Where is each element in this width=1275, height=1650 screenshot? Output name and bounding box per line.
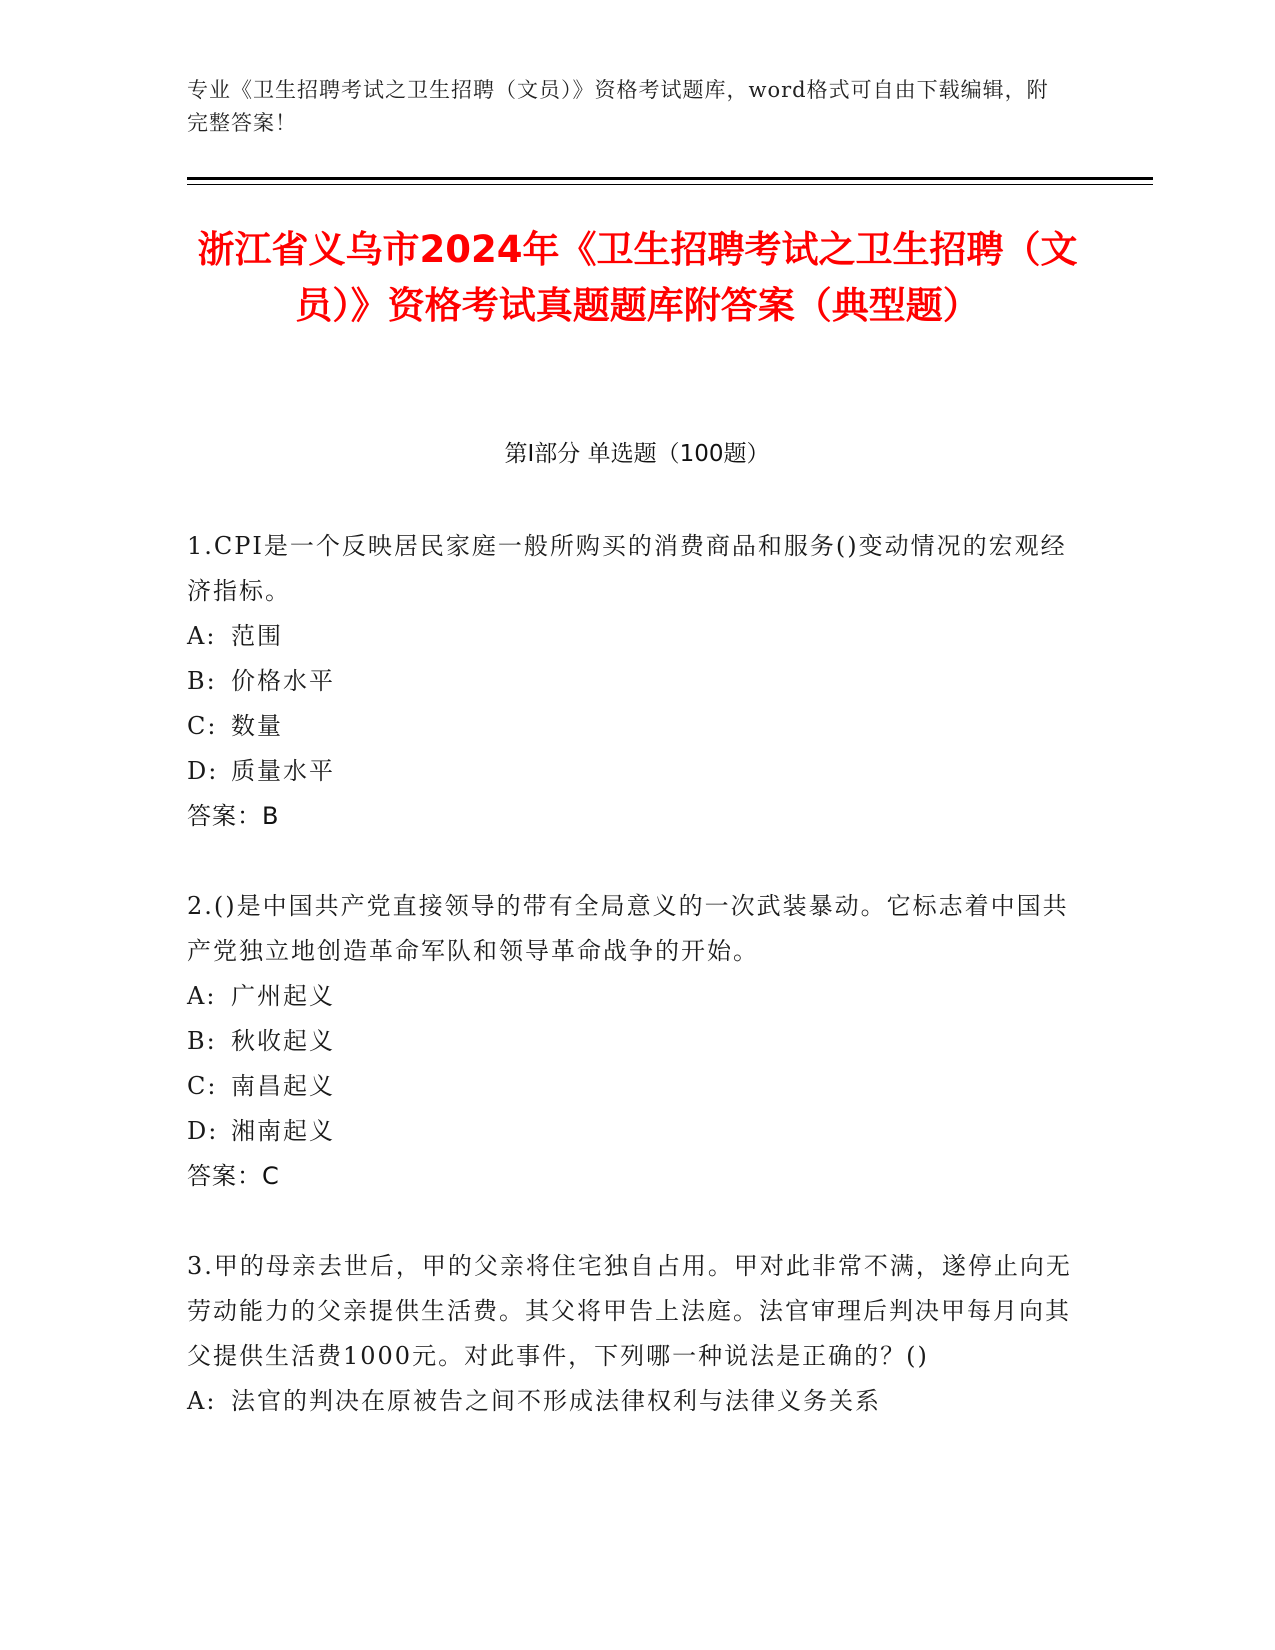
option-text: 南昌起义 bbox=[231, 1072, 335, 1100]
answer-line: 答案：B bbox=[187, 802, 280, 830]
option-key: A: bbox=[187, 622, 217, 650]
option-key: A: bbox=[187, 1387, 217, 1415]
option-key: D: bbox=[187, 1117, 219, 1145]
section-heading: 第Ⅰ部分 单选题（100题） bbox=[504, 441, 770, 467]
option-key: C: bbox=[187, 712, 218, 740]
question-stem: 2.()是中国共产党直接领导的带有全局意义的一次武装暴动。它标志着中国共产党独立地创造革命军队和领导革命战争的开始。 bbox=[187, 892, 1069, 965]
option-d bbox=[187, 1109, 1077, 1154]
header-divider-thin bbox=[187, 184, 1153, 185]
option-b bbox=[187, 659, 1077, 704]
question-2 bbox=[187, 884, 1077, 1199]
option-key: A: bbox=[187, 982, 217, 1010]
question-stem: 1.CPI是一个反映居民家庭一般所购买的消费商品和服务()变动情况的宏观经济指标。 bbox=[187, 532, 1067, 605]
option-text: 数量 bbox=[231, 712, 283, 740]
option-a bbox=[187, 974, 1077, 1019]
document-title: 浙江省义乌市2024年《卫生招聘考试之卫生招聘（文员）》资格考试真题题库附答案（典型题） bbox=[197, 228, 1078, 327]
option-c bbox=[187, 704, 1077, 749]
header-divider-thick bbox=[187, 177, 1153, 180]
option-key: D: bbox=[187, 757, 219, 785]
option-key: B: bbox=[187, 1027, 217, 1055]
question-3 bbox=[187, 1244, 1077, 1424]
header-note: 专业《卫生招聘考试之卫生招聘（文员）》资格考试题库，word格式可自由下载编辑，附完整答案！ bbox=[187, 78, 1049, 135]
question-stem: 3.甲的母亲去世后，甲的父亲将住宅独自占用。甲对此非常不满，遂停止向无劳动能力的父亲提供生活费。其父将甲告上法庭。法官审理后判决甲每月向其父提供生活费1000元。对此事件，下列哪一种说法是正确的？() bbox=[187, 1252, 1072, 1370]
option-text: 范围 bbox=[231, 622, 283, 650]
option-a bbox=[187, 614, 1077, 659]
option-text: 价格水平 bbox=[231, 667, 335, 695]
option-text: 质量水平 bbox=[231, 757, 335, 785]
option-text: 广州起义 bbox=[231, 982, 335, 1010]
option-a bbox=[187, 1379, 1077, 1424]
option-key: C: bbox=[187, 1072, 218, 1100]
option-key: B: bbox=[187, 667, 217, 695]
option-text: 秋收起义 bbox=[231, 1027, 335, 1055]
answer-line: 答案：C bbox=[187, 1162, 280, 1190]
option-text: 法官的判决在原被告之间不形成法律权利与法律义务关系 bbox=[231, 1387, 881, 1415]
option-b bbox=[187, 1019, 1077, 1064]
option-text: 湘南起义 bbox=[231, 1117, 335, 1145]
option-c bbox=[187, 1064, 1077, 1109]
question-1 bbox=[187, 524, 1077, 839]
option-d bbox=[187, 749, 1077, 794]
